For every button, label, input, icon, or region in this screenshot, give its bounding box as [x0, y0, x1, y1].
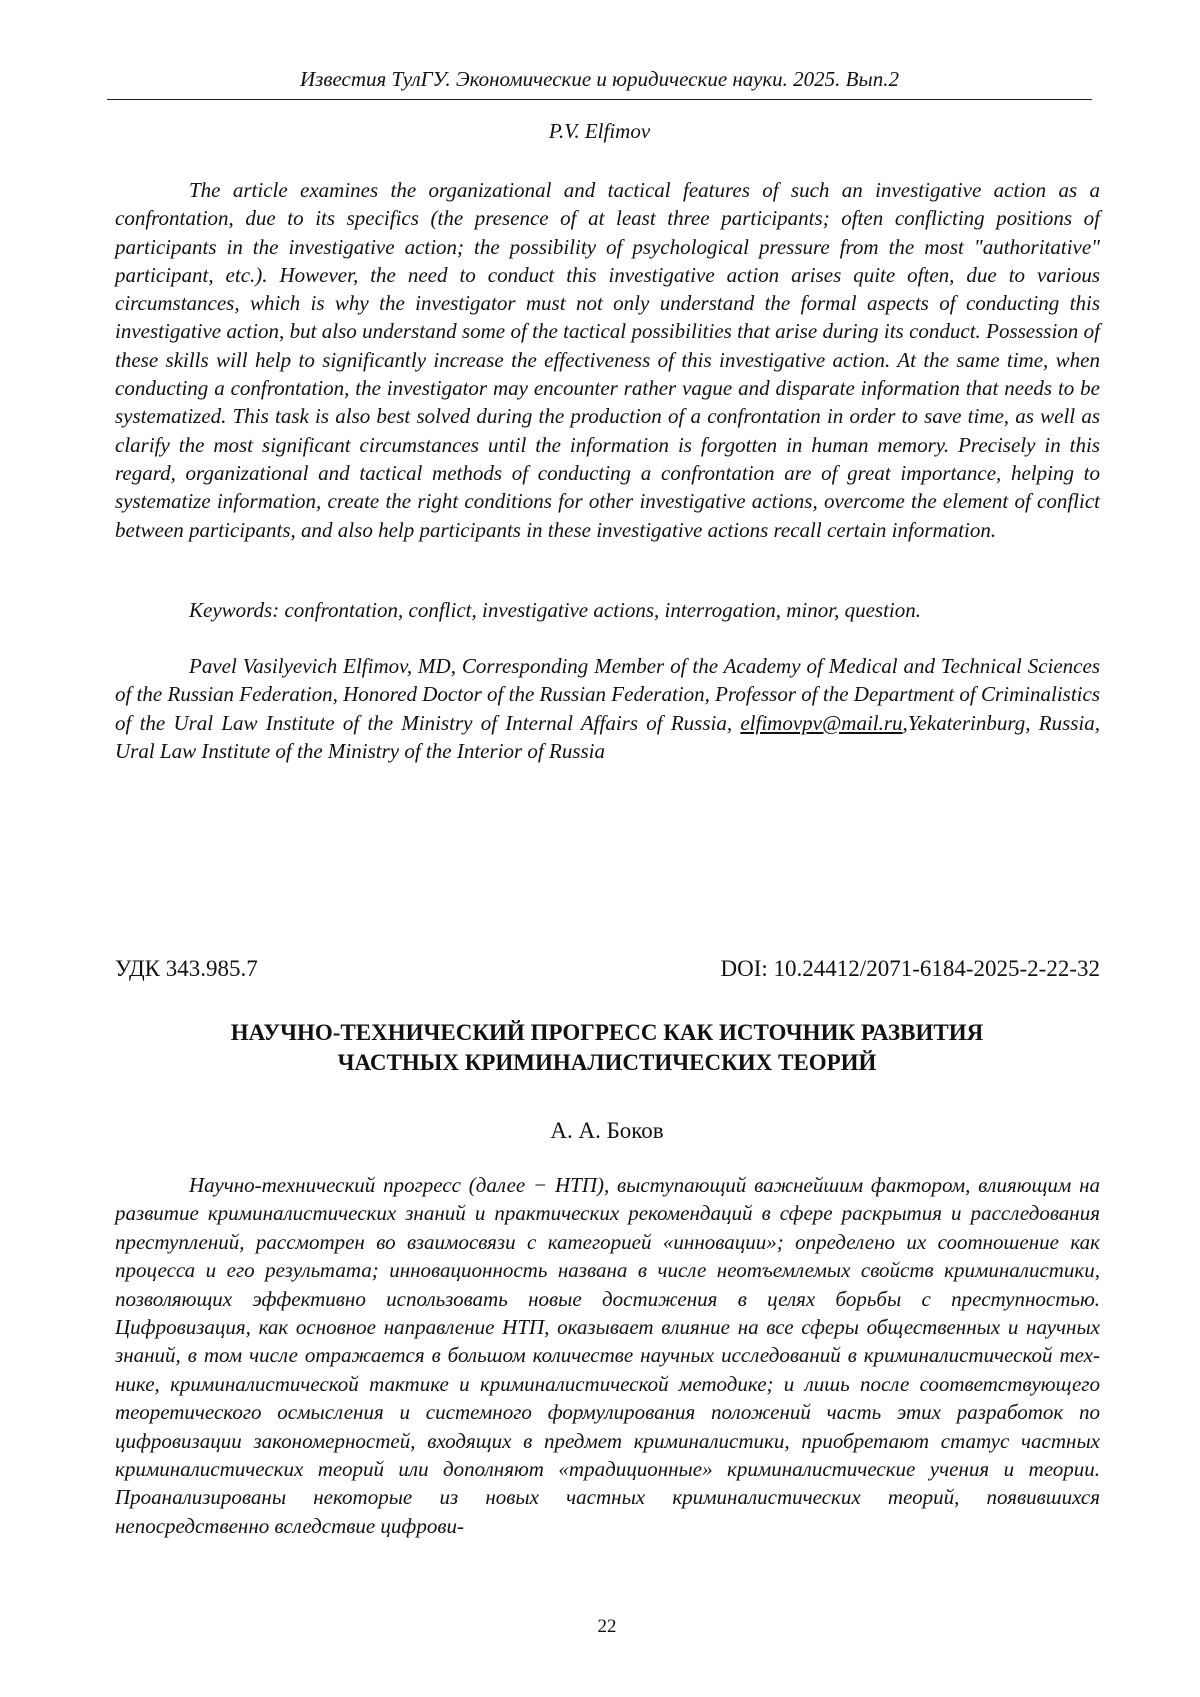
running-header: Известия ТулГУ. Экономические и юридические науки. 2025. Вып.2 — [107, 66, 1092, 92]
english-author: P.V. Elfimov — [107, 118, 1092, 144]
doi: DOI: 10.24412/2071-6184-2025-2-22-32 — [721, 955, 1100, 983]
author-info-part2: ,Yekaterinburg, Russia, Ural Law Institute of the Ministry of the Inte­rior of Russia — [115, 711, 1100, 763]
russian-abstract-text: Научно-технический прогресс (далее − НТП), выступающий важнейшим фактором, влияющим на развитие криминалистических знаний и практических рекомендаций в сфере раскрытия и расследования преступлений, рассмотрен во взаимосвязи с категорией «инно­вации»; определено их соотношение как процесса и его результата; инновационность названа в числе неотъемлемых свойств криминалистики, позволяющих эффективно исполь­зовать новые достижения в целях борьбы с преступностью. Цифровизация, как основное направление НТП, оказывает влияние на все сферы общественных и научных знаний, в том числе отражается в большом количестве научных исследований в криминалистической тех­нике, криминалистической тактике и криминалистической методике; и лишь после соот­ветствующего теоретического осмысления и системного формулирования положений часть этих разработок по цифровизации закономерностей, входящих в предмет криминали­стики, приобретают статус частных криминалистических теорий или дополняют «тради­ционные» криминалистические учения и теории. Проанализированы некоторые из новых частных криминалистических теорий, появившихся непосредственно вследствие цифрови- — [115, 1171, 1100, 1540]
english-abstract-text: The article examines the organizational and tactical features of such an investigative action as a confrontation, due to its specifics (the presence of at least three participants; often conflicting positions of participants in the investigative action; the possibility of psychological pressure from the most "authoritative" participant, etc.). However, the need to conduct this investigative action arises quite often, due to various circumstances, which is why the investigator must not only understand the formal aspects of conducting this investigative action, but also understand some of the tactical possibilities that arise during its conduct. Possession of these skills will help to significantly increase the effectiveness of this investigative action. At the same time, when conducting a confrontation, the investigator may encounter rather vague and disparate information that needs to be systematized. This task is also best solved during the production of a confrontation in order to save time, as well as clarify the most significant circumstances until the information is forgotten in human memory. Precisely in this regard, organizational and tactical methods of conducting a confrontation are of great importance, helping to systematize information, create the right conditions for other investigative actions, overcome the element of conflict between participants, and also help participants in these investigative actions recall certain information. — [115, 176, 1100, 544]
russian-abstract — [115, 1171, 1100, 1540]
author-email-link[interactable]: elfimovpv@mail.ru — [740, 711, 902, 735]
english-abstract — [115, 176, 1100, 544]
author-info-part1: Pavel Vasilyevich Elfimov, MD, Corresponding Member of the Academy of Medical and Technical Sciences of the Russian Federation, Honored Doctor of the Russian Federation, Profes­sor of the Department of Criminalistics of the Ural Law Institute of the Ministry of Internal Affairs of Russia, — [115, 654, 1100, 735]
russian-author: А. А. Боков — [107, 1117, 1107, 1145]
article-title-line-1: НАУЧНО-ТЕХНИЧЕСКИЙ ПРОГРЕСС КАК ИСТОЧНИК РАЗВИТИЯ — [107, 1018, 1107, 1048]
article-title — [107, 1018, 1107, 1078]
header-rule — [107, 99, 1092, 100]
article-title-line-2: ЧАСТНЫХ КРИМИНАЛИСТИЧЕСКИХ ТЕОРИЙ — [107, 1048, 1107, 1078]
page-number: 22 — [107, 1616, 1107, 1638]
journal-page — [0, 0, 1200, 1697]
english-keywords-text: Keywords: confrontation, conflict, investigative actions, interrogation, minor, question. — [115, 596, 1100, 624]
english-keywords — [115, 596, 1100, 624]
udc-code: УДК 343.985.7 — [115, 955, 258, 983]
author-info-text — [115, 652, 1100, 765]
author-info — [115, 652, 1100, 765]
